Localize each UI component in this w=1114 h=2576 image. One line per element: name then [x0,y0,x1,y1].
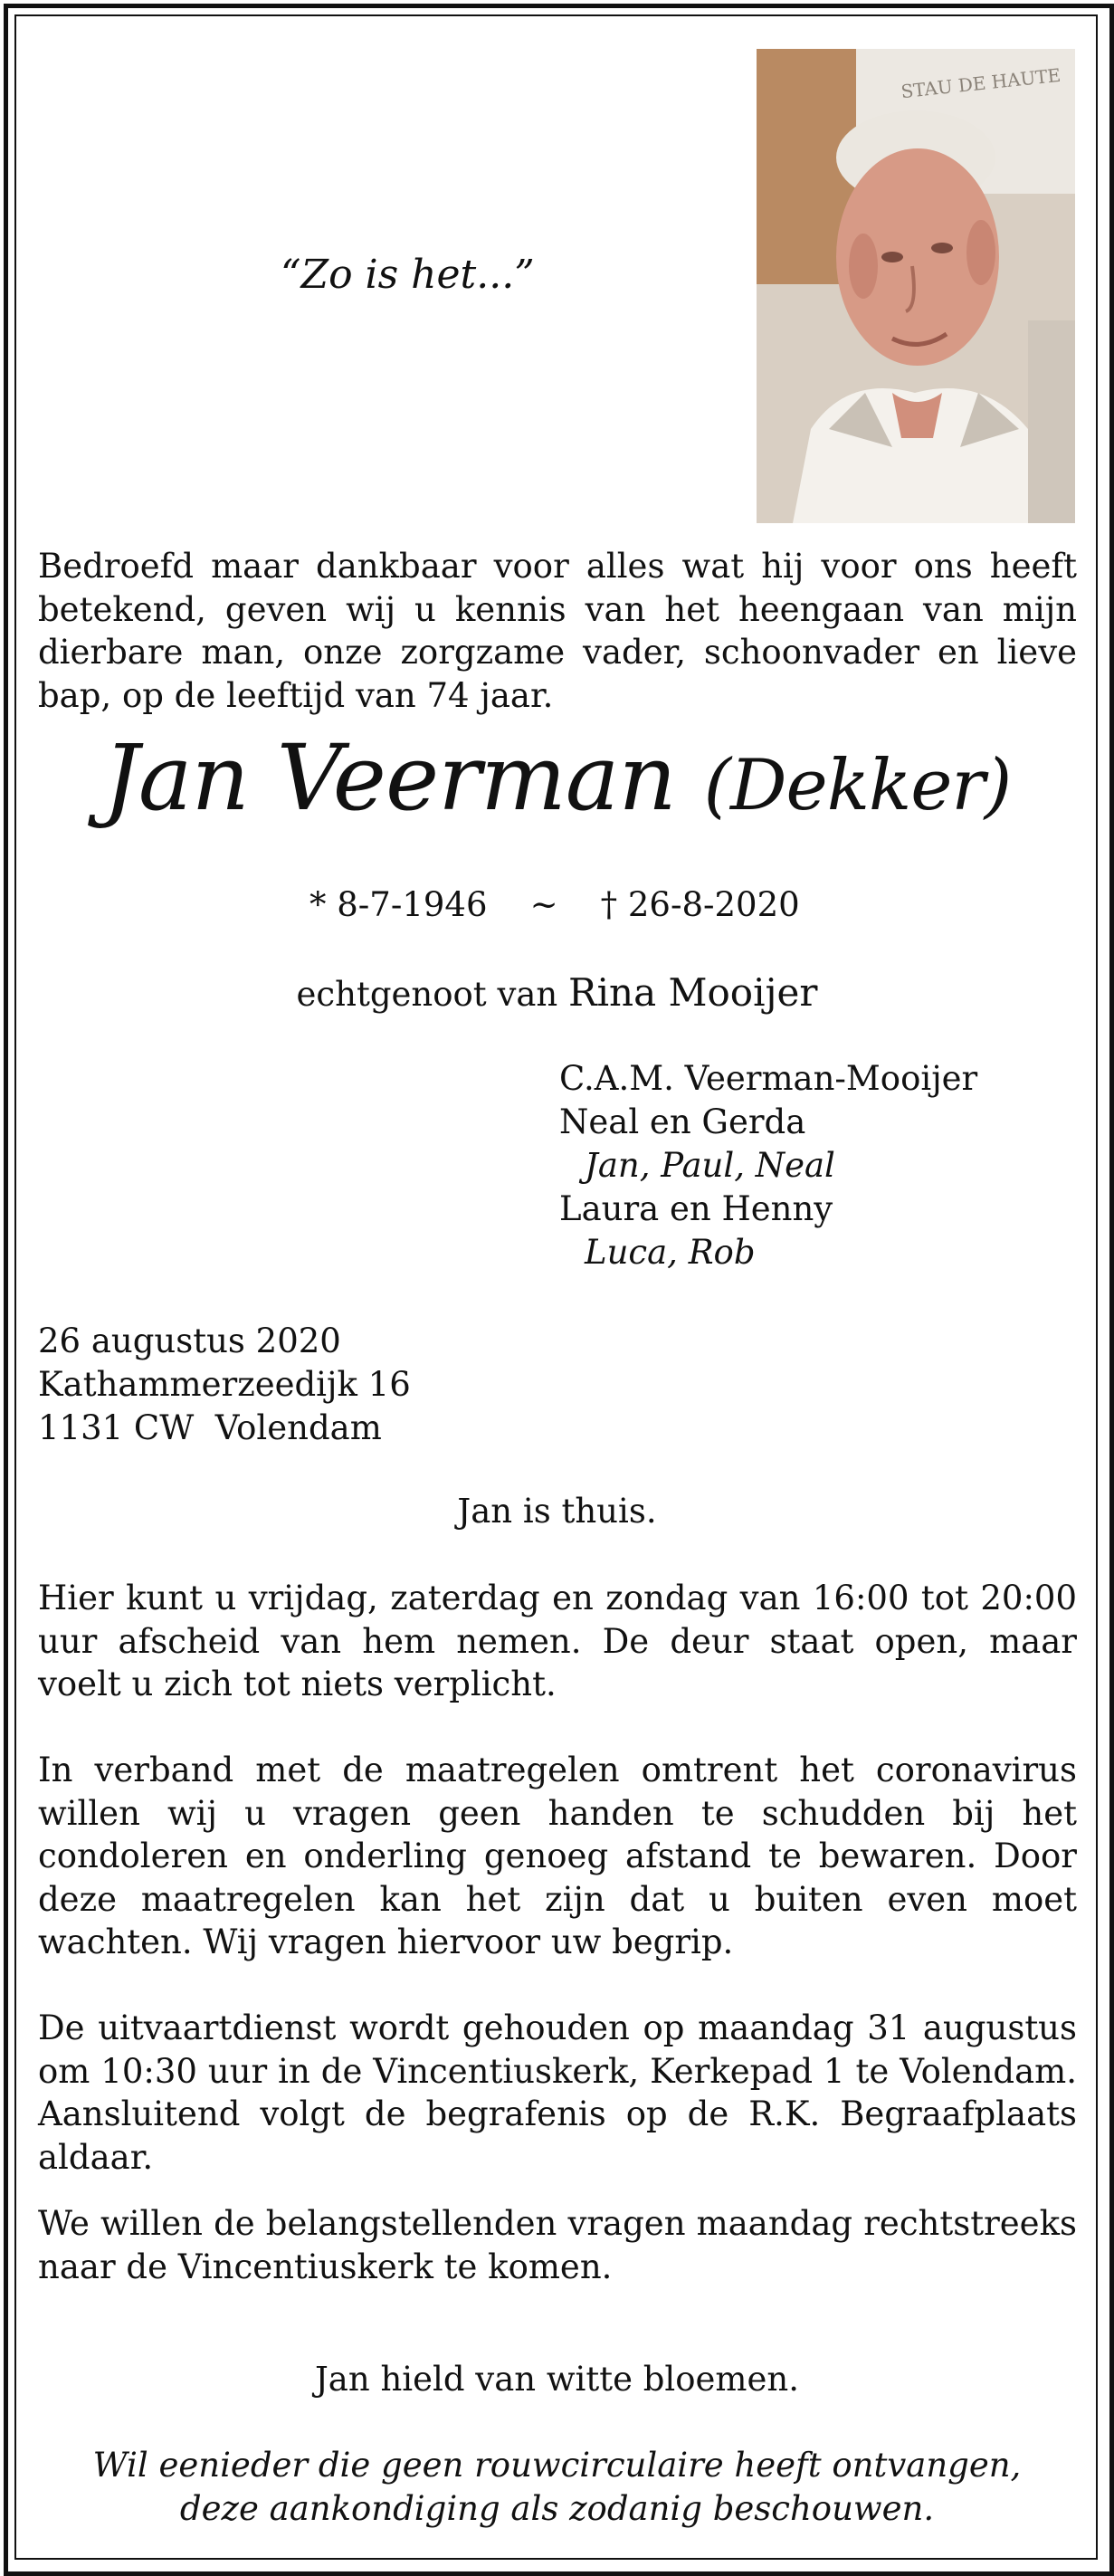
visiting-paragraph: Hier kunt u vrijdag, zaterdag en zondag van 16:00 tot 20:00 uur afscheid van hem nemen. De deur staat open, maar voelt u zich tot niets verplicht. [38,1579,1077,1703]
portrait-photo [757,49,1075,523]
home-note: Jan is thuis. [457,1492,657,1531]
corona-paragraph: In verband met de maatregelen omtrent het coronavirus willen wij u vragen geen handen te schudden bij het condoleren en onderling genoeg afstand te bewaren. Door deze maatregelen kan het zijn dat u buiten even moet wachten. Wij vragen hiervoor uw begrip. [38,1751,1077,1961]
sign-text: STAU DE HAUTE [900,63,1062,103]
family-member: Laura en Henny [559,1189,833,1228]
service-paragraph: De uitvaartdienst wordt gehouden op maandag 31 augustus om 10:30 uur in de Vincentiuskerk, Kerkepad 1 te Volendam. Aansluitend volgt de begrafenis op de R.K. Begraafplaats aldaar. [38,2008,1077,2177]
closing-note [0,2444,1114,2531]
spouse-line [0,970,1114,1015]
portrait-photo-icon [757,49,1075,523]
deceased-name [0,724,1114,840]
birth-date: * 8-7-1946 [309,885,488,924]
family-list [559,1057,977,1274]
family-grandchildren: Luca, Rob [585,1233,756,1272]
deceased-maiden-name: (Dekker) [703,745,1012,826]
deceased-name-main: Jan Veerman [102,725,676,831]
motto-quote: “Zo is het...” [281,252,535,298]
life-dates [309,885,800,924]
request-paragraph: We willen de belangstellenden vragen maandag rechtstreeks naar de Vincentiuskerk te komen. [38,2204,1077,2286]
dates-separator: ~ [529,885,558,924]
address-date: 26 augustus 2020 [38,1321,341,1360]
address-block [38,1320,411,1450]
address-city: 1131 CW Volendam [38,1408,382,1447]
spouse-name: Rina Mooijer [568,970,818,1015]
intro-paragraph: Bedroefd maar dankbaar voor alles wat hij voor ons heeft betekend, geven wij u kennis van het heengaan van mijn dierbare man, onze zorgzame vader, schoonvader en lieve bap, op de leeftijd van 74 jaar. [38,547,1077,715]
family-member: C.A.M. Veerman-Mooijer [559,1059,978,1098]
address-street: Kathammerzeedijk 16 [38,1365,411,1404]
family-grandchildren: Jan, Paul, Neal [585,1146,835,1185]
death-date: † 26-8-2020 [600,885,800,924]
family-member: Neal en Gerda [559,1102,806,1141]
closing-line: deze aankondiging als zodanig beschouwen. [179,2489,935,2528]
closing-line: Wil eenieder die geen rouwcirculaire heeft ontvangen, [92,2446,1022,2485]
spouse-prefix: echtgenoot van [296,975,558,1014]
flowers-note: Jan hield van witte bloemen. [314,2360,800,2399]
